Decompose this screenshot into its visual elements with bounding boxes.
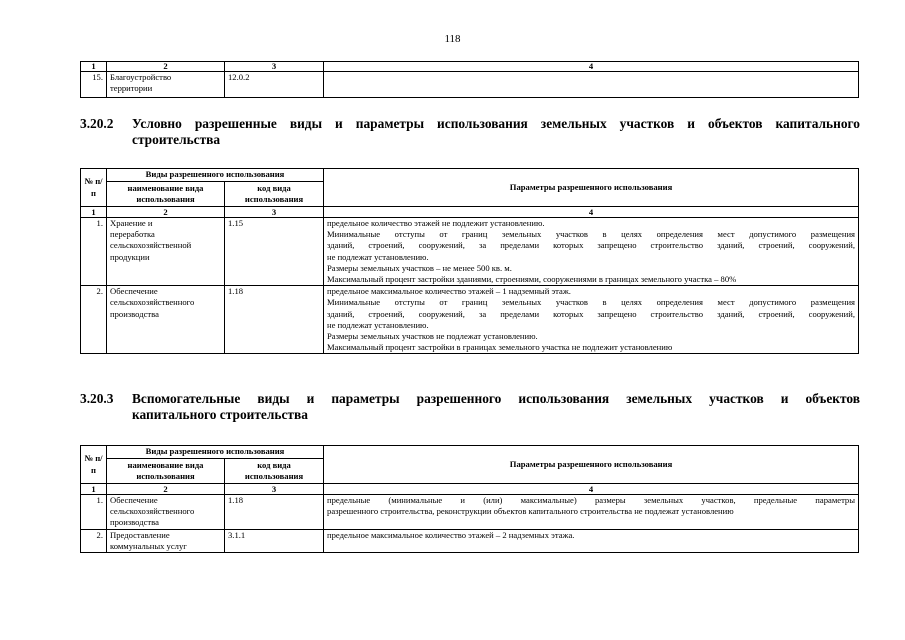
param-line: Размеры земельных участков – не менее 500 кв. м. xyxy=(327,262,512,273)
column-number-row xyxy=(81,207,859,218)
header-group: Виды разрешенного использования xyxy=(107,169,324,182)
param-line: не подлежат установлению. xyxy=(327,319,429,330)
use-code: 1.18 xyxy=(225,495,324,530)
row-number: 1. xyxy=(81,218,107,286)
use-params xyxy=(324,495,859,530)
col-number: 2 xyxy=(107,207,225,218)
section-title-line: капитального строительства xyxy=(132,407,308,422)
continuation-table xyxy=(80,61,859,98)
column-number-row xyxy=(81,62,859,72)
use-code: 1.15 xyxy=(225,218,324,286)
row-number: 15. xyxy=(81,72,107,98)
use-name xyxy=(107,218,225,286)
row-number: 2. xyxy=(81,286,107,354)
section-heading-3-20-2 xyxy=(80,116,860,148)
param-line: предельное количество этажей не подлежит установлению. xyxy=(327,218,545,228)
col-number: 1 xyxy=(81,484,107,495)
table-row xyxy=(81,495,859,530)
table-row xyxy=(81,529,859,552)
header-row xyxy=(81,446,859,459)
param-line: разрешенного строительства, реконструкции объектов капитального строительства не подлежат установлению xyxy=(327,506,734,517)
use-name-line: Благоустройство xyxy=(110,72,172,82)
param-line: не подлежат установлению. xyxy=(327,251,429,262)
header-code: код вида использования xyxy=(225,459,324,484)
col-number: 2 xyxy=(107,62,225,72)
use-name-line: сельскохозяйственного xyxy=(110,297,195,308)
param-line: Максимальный процент застройки зданиями, строениями, сооружениями в границах земельного участка – 80% xyxy=(327,274,737,285)
col-number: 4 xyxy=(324,207,859,218)
col-number: 4 xyxy=(324,484,859,495)
param-line: Максимальный процент застройки в границах земельного участка не подлежит установлению xyxy=(327,342,673,353)
auxiliary-uses-table xyxy=(80,445,859,553)
use-code: 12.0.2 xyxy=(225,72,324,98)
header-row xyxy=(81,169,859,182)
col-number: 2 xyxy=(107,484,225,495)
header-name: наименование вида использования xyxy=(107,182,225,207)
use-params xyxy=(324,218,859,286)
col-number: 4 xyxy=(324,62,859,72)
use-name xyxy=(107,529,225,552)
table-row xyxy=(81,286,859,354)
header-name: наименование вида использования xyxy=(107,459,225,484)
header-params: Параметры разрешенного использования xyxy=(324,169,859,207)
use-code: 3.1.1 xyxy=(225,529,324,552)
header-code: код вида использования xyxy=(225,182,324,207)
use-name-line: переработка xyxy=(110,229,155,240)
use-name-line: продукции xyxy=(110,251,150,262)
header-number: № п/п xyxy=(81,169,107,207)
param-line: Размеры земельных участков не подлежат установлению. xyxy=(327,331,538,342)
col-number: 1 xyxy=(81,207,107,218)
param-line: предельное максимальное количество этажей – 2 надземных этажа. xyxy=(327,529,575,540)
conditional-uses-table xyxy=(80,168,859,354)
header-params: Параметры разрешенного использования xyxy=(324,446,859,484)
use-params xyxy=(324,529,859,552)
use-name xyxy=(107,495,225,530)
param-line: предельные (минимальные и (или) максимальные) размеры земельных участков, предельные параметры xyxy=(327,495,855,505)
header-group: Виды разрешенного использования xyxy=(107,446,324,459)
row-number: 1. xyxy=(81,495,107,530)
section-title-line: строительства xyxy=(132,132,221,147)
section-title-line: Вспомогательные виды и параметры разрешенного использования земельных участков и объектов xyxy=(132,391,860,406)
param-line: Минимальные отступы от границ земельных участков в целях определения мест допустимого размещения xyxy=(327,229,855,240)
param-line: предельное максимальное количество этажей – 1 надземный этаж. xyxy=(327,286,571,297)
use-name-line: сельскохозяйственного xyxy=(110,506,195,517)
use-name-line: Предоставление xyxy=(110,529,170,540)
column-number-row xyxy=(81,484,859,495)
row-number: 2. xyxy=(81,529,107,552)
page-number: 118 xyxy=(444,33,461,45)
param-line: зданий, строений, сооружений, за пределами которых запрещено строительство зданий, строений, сооружений, xyxy=(327,240,855,251)
use-params xyxy=(324,72,859,98)
use-name-line: производства xyxy=(110,308,159,319)
use-name-line: Хранение и xyxy=(110,218,153,228)
use-name-line: Обеспечение xyxy=(110,286,158,297)
section-title-line: Условно разрешенные виды и параметры использования земельных участков и объектов капитального xyxy=(132,116,860,131)
section-number: 3.20.2 xyxy=(80,116,114,131)
param-line: зданий, строений, сооружений, за пределами которых запрещено строительство зданий, строений, сооружений, xyxy=(327,308,855,319)
col-number: 3 xyxy=(225,484,324,495)
use-name-line: территории xyxy=(110,83,153,94)
col-number: 3 xyxy=(225,62,324,72)
use-name-line: Обеспечение xyxy=(110,495,158,505)
use-name-line: коммунальных услуг xyxy=(110,540,187,551)
col-number: 3 xyxy=(225,207,324,218)
table-row xyxy=(81,72,859,98)
header-number: № п/п xyxy=(81,446,107,484)
table-row xyxy=(81,218,859,286)
use-name-line: производства xyxy=(110,517,159,528)
use-params xyxy=(324,286,859,354)
use-name-line: сельскохозяйственной xyxy=(110,240,192,251)
section-heading-3-20-3 xyxy=(80,391,860,423)
use-name xyxy=(107,72,225,98)
use-name xyxy=(107,286,225,354)
use-code: 1.18 xyxy=(225,286,324,354)
section-number: 3.20.3 xyxy=(80,391,114,406)
param-line: Минимальные отступы от границ земельных участков в целях определения мест допустимого размещения xyxy=(327,297,855,308)
col-number: 1 xyxy=(81,62,107,72)
